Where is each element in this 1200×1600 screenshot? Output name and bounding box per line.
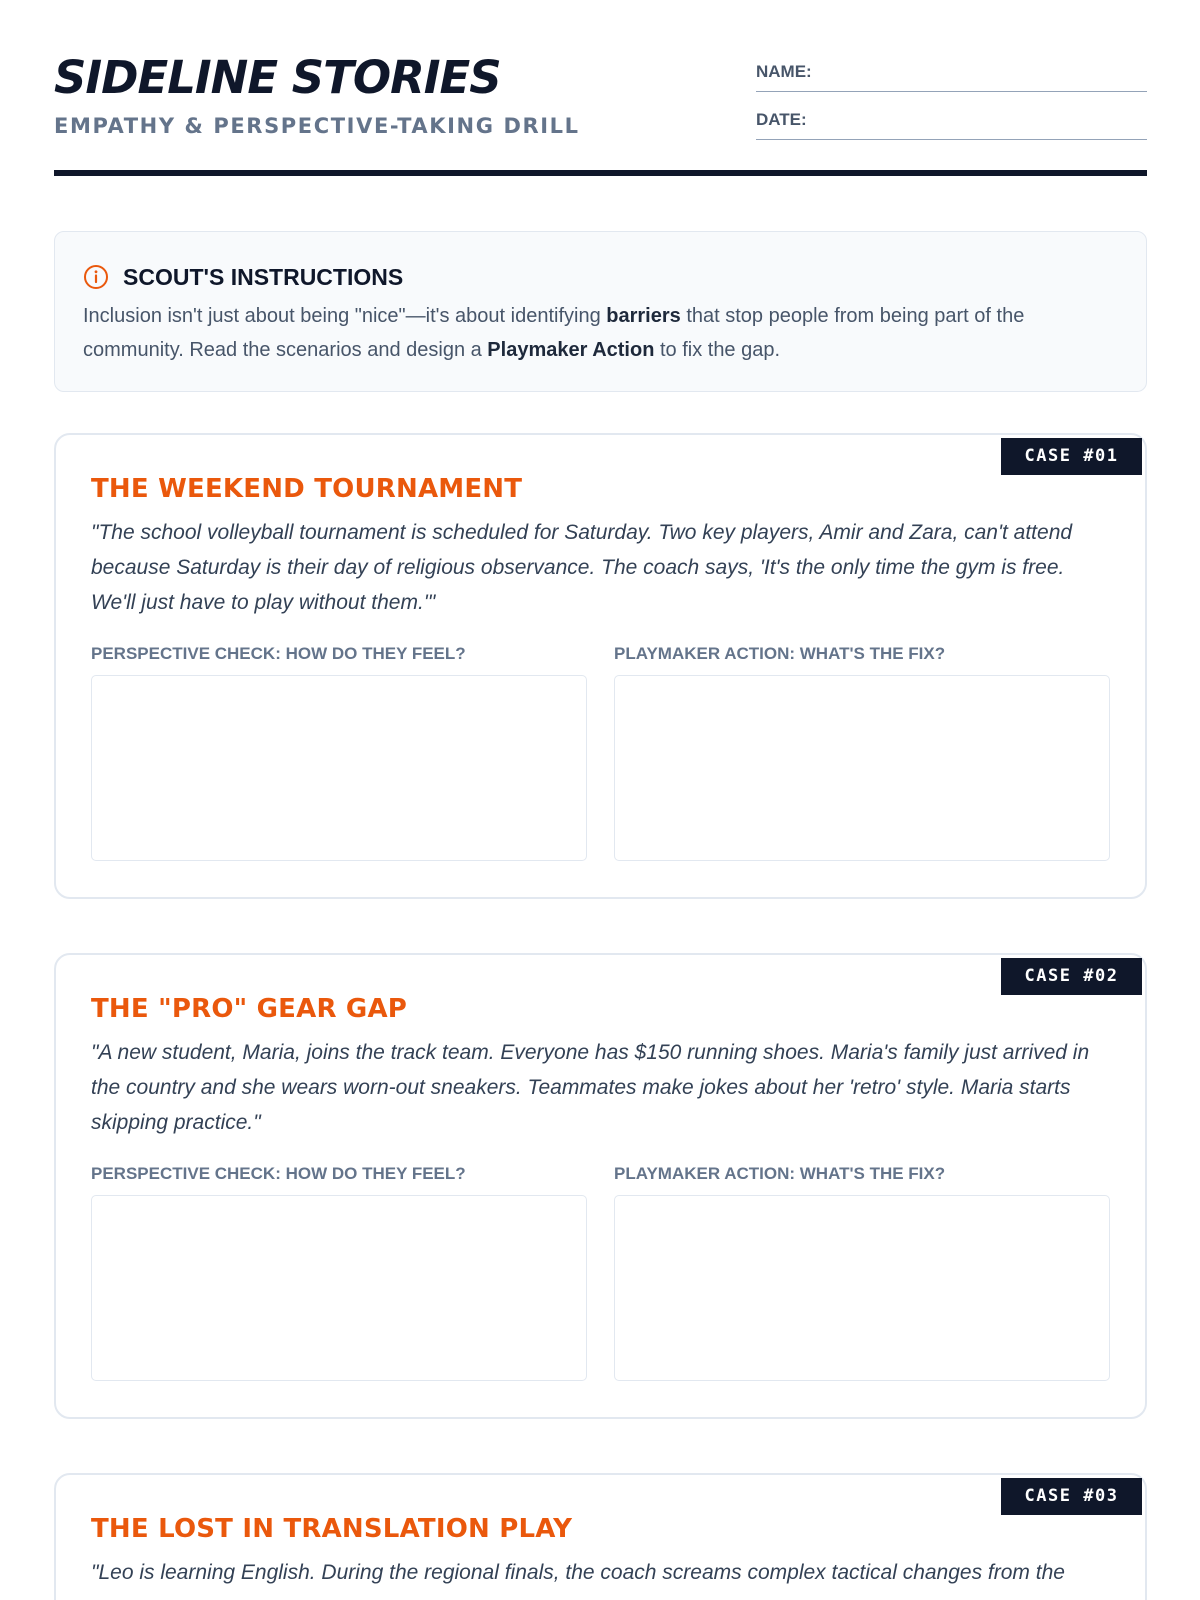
action-answer-box[interactable]	[614, 675, 1110, 861]
name-label: NAME:	[756, 62, 812, 81]
instructions-keyword-barriers: barriers	[606, 305, 681, 327]
instructions-keyword-playmaker: Playmaker Action	[487, 339, 655, 361]
case-scenario: "A new student, Maria, joins the track team. Everyone has $150 running shoes. Maria's family just arrived in the country and she wears worn-out sneakers. Teammates make jokes about her 'retro' style. Maria starts skipping practice."	[91, 1041, 1090, 1134]
page-subtitle: EMPATHY & PERSPECTIVE-TAKING DRILL	[54, 114, 580, 138]
case-card-03	[54, 1473, 1147, 1600]
info-icon	[83, 264, 109, 290]
case-badge: CASE #03	[1001, 1478, 1142, 1515]
name-field[interactable]	[756, 60, 1147, 92]
case-scenario: "The school volleyball tournament is scheduled for Saturday. Two key players, Amir and Zara, can't attend because Saturday is their day of religious observance. The coach says, 'It's the only time the gym is free. We'll just have to play without them.'"	[91, 521, 1073, 614]
case-badge: CASE #02	[1001, 958, 1142, 995]
instructions-text-part: that stop people from being part of the community. Read the scenarios and design a	[83, 305, 1025, 361]
case-card-02	[54, 953, 1147, 1419]
action-label: PLAYMAKER ACTION: WHAT'S THE FIX?	[614, 644, 946, 663]
instructions-text-part: to fix the gap.	[654, 339, 781, 361]
instructions-box	[54, 231, 1147, 392]
instructions-text	[83, 299, 1123, 367]
perspective-label: PERSPECTIVE CHECK: HOW DO THEY FEEL?	[91, 644, 466, 663]
case-card-01	[54, 433, 1147, 899]
instructions-title: SCOUT'S INSTRUCTIONS	[123, 264, 404, 290]
action-answer-box[interactable]	[614, 1195, 1110, 1381]
case-title: THE "PRO" GEAR GAP	[91, 994, 408, 1024]
action-label: PLAYMAKER ACTION: WHAT'S THE FIX?	[614, 1164, 946, 1183]
case-scenario: "Leo is learning English. During the regional finals, the coach screams complex tactical changes from the	[91, 1561, 1065, 1584]
perspective-answer-box[interactable]	[91, 675, 587, 861]
name-input[interactable]	[826, 60, 1147, 89]
case-title: THE LOST IN TRANSLATION PLAY	[91, 1514, 573, 1544]
page-title: SIDELINE STORIES	[54, 51, 501, 104]
header-divider	[54, 170, 1147, 176]
perspective-label: PERSPECTIVE CHECK: HOW DO THEY FEEL?	[91, 1164, 466, 1183]
date-label: DATE:	[756, 110, 807, 129]
date-field[interactable]	[756, 108, 1147, 140]
case-badge: CASE #01	[1001, 438, 1142, 475]
instructions-text-part: Inclusion isn't just about being "nice"—it's about identifying	[83, 305, 607, 327]
date-input[interactable]	[826, 108, 1147, 137]
perspective-answer-box[interactable]	[91, 1195, 587, 1381]
case-title: THE WEEKEND TOURNAMENT	[91, 474, 523, 504]
